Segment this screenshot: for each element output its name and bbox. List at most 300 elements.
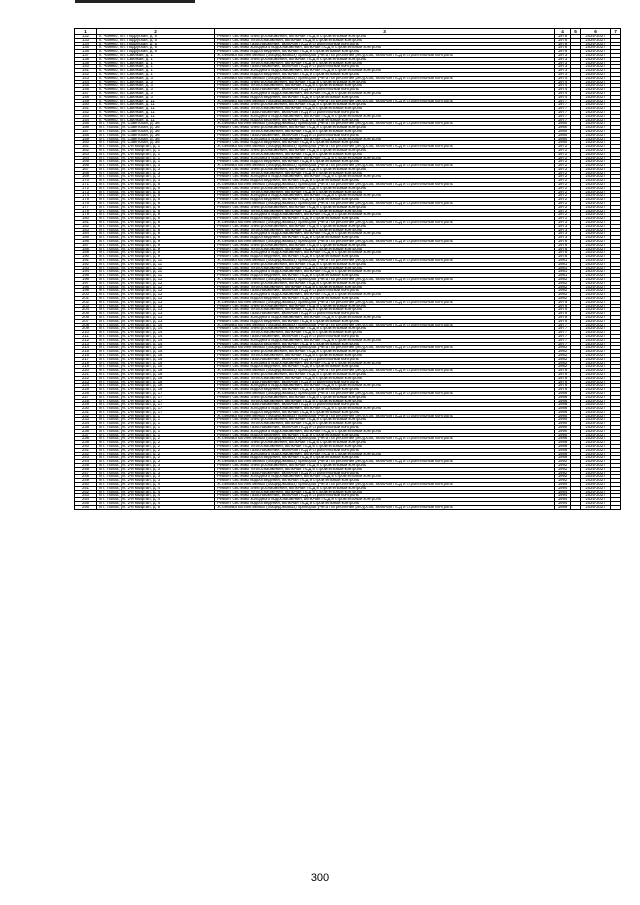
- period-cell: 2025-2027: [581, 171, 611, 175]
- address-cell: пгт. Полаз, ул. 2-й Квартал, д. 2: [97, 452, 215, 456]
- address-cell: п. Чаянко, пл. Свилкая, д. 1: [97, 53, 215, 57]
- address-cell: пгт. Полаз, ул. 2-й Квартал, д. 2: [97, 456, 215, 460]
- period-cell: 2025-2027: [581, 110, 611, 114]
- address-cell: пгт. Полаз, ул. 1-й Квартал, д. 1: [97, 160, 215, 164]
- year-cell: 1982: [555, 346, 571, 350]
- address-cell: пгт. Полаз, ул. 1-й Квартал, д. 17: [97, 391, 215, 395]
- work-type-cell: Ремонт системы электроснабжения, включая ПСД и строительный контроль: [215, 80, 555, 84]
- row-number: 202: [75, 300, 97, 304]
- address-cell: пгт. Полаз, ул. 2-й Квартал, д. 1: [97, 429, 215, 433]
- row-number: 192: [75, 262, 97, 266]
- work-type-cell: Установка коллективных (общедомовых) приборов учета потребления ресурсов, включая ПСД и строительный контроль: [215, 183, 555, 187]
- year-cell: 1978: [555, 46, 571, 50]
- row-number: 179: [75, 213, 97, 217]
- year-cell: 1977: [555, 342, 571, 346]
- address-cell: пгт. Полаз, ул. Советская, д. 36: [97, 129, 215, 133]
- year-cell: 1972: [555, 160, 571, 164]
- period-cell: 2025-2027: [581, 418, 611, 422]
- work-type-cell: Ремонт системы холодного водоснабжения, включая ПСД и строительный контроль: [215, 452, 555, 456]
- period-cell: 2025-2027: [581, 353, 611, 357]
- address-cell: пгт. Полаз, ул. 1-й Квартал, д. 5: [97, 183, 215, 187]
- year-cell: 1989: [555, 505, 571, 509]
- year-cell: 1972: [555, 217, 571, 221]
- row-number: 183: [75, 228, 97, 232]
- row-number: 208: [75, 323, 97, 327]
- address-cell: пгт. Полаз, ул. 1-й Квартал, д. 16: [97, 372, 215, 376]
- address-cell: пгт. Полаз, ул. 2-й Квартал, д. 3: [97, 460, 215, 464]
- row-number: 159: [75, 137, 97, 141]
- period-cell: 2026-2027: [581, 114, 611, 118]
- address-cell: пгт. Полаз, ул. 1-й Квартал, д. 11: [97, 270, 215, 274]
- row-number: 169: [75, 175, 97, 179]
- period-cell: 2026-2027: [581, 61, 611, 65]
- address-cell: пгт. Полаз, ул. 1-й Квартал, д. 17: [97, 403, 215, 407]
- address-cell: пгт. Полаз, ул. 1-й Квартал, д. 3: [97, 164, 215, 168]
- row-number: 191: [75, 259, 97, 263]
- address-cell: пгт. Полаз, ул. 1-й Квартал, д. 5: [97, 198, 215, 202]
- work-type-cell: Ремонт системы холодного водоснабжения, включая ПСД и строительный контроль: [215, 293, 555, 297]
- address-cell: п. Чаянко, пл. Подруская, д. 5: [97, 42, 215, 46]
- address-cell: п. Чаянко, пл. Подруская, д. 5: [97, 50, 215, 54]
- period-cell: 2025-2027: [581, 251, 611, 255]
- year-cell: 1986: [555, 391, 571, 395]
- address-cell: пгт. Полаз, ул. 1-й Квартал, д. 16: [97, 388, 215, 392]
- address-cell: п. Чаянко, пл. Подруская, д. 5: [97, 38, 215, 42]
- work-type-cell: Ремонт системы электроснабжения, включая ПСД и строительный контроль: [215, 224, 555, 228]
- row-number: 173: [75, 190, 97, 194]
- work-type-cell: Ремонт системы электроснабжения, включая ПСД и строительный контроль: [215, 126, 555, 130]
- work-type-cell: Ремонт системы газоснабжения, включая ПСД и строительный контроль: [215, 88, 555, 92]
- work-type-cell: Ремонт системы водоотведения, включая ПСД и строительный контроль: [215, 255, 555, 259]
- period-cell: 2025-2027: [581, 410, 611, 414]
- year-cell: 1982: [555, 281, 571, 285]
- row-number: 184: [75, 232, 97, 236]
- row-number: 144: [75, 80, 97, 84]
- work-type-cell: Ремонт системы электроснабжения, включая ПСД и строительный контроль: [215, 418, 555, 422]
- row-number: 181: [75, 221, 97, 225]
- work-type-cell: Ремонт системы водоотведения, включая ПСД и строительный контроль: [215, 179, 555, 183]
- address-cell: пгт. Полаз, ул. 2-й Квартал, д. 4: [97, 490, 215, 494]
- work-type-cell: Ремонт системы теплоснабжения, включая ПСД и строительный контроль: [215, 467, 555, 471]
- row-number: 200: [75, 293, 97, 297]
- address-cell: пгт. Полаз, ул. 2-й Квартал, д. 4: [97, 494, 215, 498]
- period-cell: 2026-2027: [581, 437, 611, 441]
- address-cell: пгт. Полаз, ул. 1-й Квартал, д. 14: [97, 327, 215, 331]
- work-type-cell: Ремонт системы холодного водоснабжения, включая ПСД и строительный контроль: [215, 251, 555, 255]
- year-cell: 1973: [555, 72, 571, 76]
- address-cell: пгт. Полаз, ул. 1-й Квартал, д. 1: [97, 145, 215, 149]
- work-type-cell: Ремонт системы газоснабжения, включая ПСД и строительный контроль: [215, 471, 555, 475]
- address-cell: пгт. Полаз, ул. 2-й Квартал, д. 4: [97, 502, 215, 506]
- address-cell: пгт. Полаз, ул. 2-й Квартал, д. 2: [97, 445, 215, 449]
- year-cell: 1973: [555, 224, 571, 228]
- year-cell: 1977: [555, 99, 571, 103]
- work-type-cell: Ремонт системы электроснабжения, включая ПСД и строительный контроль: [215, 304, 555, 308]
- year-cell: 1973: [555, 228, 571, 232]
- work-type-cell: Ремонт системы газоснабжения, включая ПСД и строительный контроль: [215, 312, 555, 316]
- work-type-cell: Ремонт системы водоотведения, включая ПСД и строительный контроль: [215, 274, 555, 278]
- row-number: 133: [75, 38, 97, 42]
- year-cell: 1982: [555, 293, 571, 297]
- row-number: 142: [75, 72, 97, 76]
- address-cell: пгт. Полаз, ул. 2-й Квартал, д. 3: [97, 471, 215, 475]
- row-number: 234: [75, 422, 97, 426]
- work-type-cell: Ремонт системы теплоснабжения, включая ПСД и строительный контроль: [215, 61, 555, 65]
- address-cell: пгт. Полаз, ул. 1-й Квартал, д. 12: [97, 285, 215, 289]
- row-number: 246: [75, 467, 97, 471]
- year-cell: 1972: [555, 213, 571, 217]
- address-cell: пгт. Полаз, ул. 2-й Квартал, д. 1: [97, 418, 215, 422]
- period-cell: 2025-2027: [581, 281, 611, 285]
- work-type-cell: Ремонт системы водоотведения, включая ПСД и строительный контроль: [215, 217, 555, 221]
- row-number: 141: [75, 69, 97, 73]
- work-type-cell: Ремонт системы газоснабжения, включая ПСД и строительный контроль: [215, 42, 555, 46]
- year-cell: 1982: [555, 289, 571, 293]
- period-cell: 2025-2027: [581, 270, 611, 274]
- row-number: 195: [75, 274, 97, 278]
- year-cell: 1974: [555, 84, 571, 88]
- work-type-cell: Ремонт системы холодного водоснабжения, включая ПСД и строительный контроль: [215, 361, 555, 365]
- row-number: 152: [75, 110, 97, 114]
- period-cell: 2025-2027: [581, 490, 611, 494]
- address-cell: пгт. Полаз, ул. Советская, д. 36: [97, 126, 215, 130]
- row-number: 174: [75, 194, 97, 198]
- work-type-cell: Ремонт системы электроснабжения, включая ПСД и строительный контроль: [215, 205, 555, 209]
- period-cell: 2026-2027: [581, 84, 611, 88]
- period-cell: 2026-2027: [581, 391, 611, 395]
- cell-col5: [571, 505, 581, 509]
- period-cell: 2026-2027: [581, 334, 611, 338]
- row-number: 175: [75, 198, 97, 202]
- year-cell: 1977: [555, 327, 571, 331]
- row-number: 172: [75, 186, 97, 190]
- work-type-cell: Ремонт системы холодного водоснабжения, включая ПСД и строительный контроль: [215, 114, 555, 118]
- address-cell: п. Чаянко, пл. Свилкая, д. 3: [97, 95, 215, 99]
- row-number: 214: [75, 346, 97, 350]
- work-type-cell: Ремонт системы газоснабжения, включая ПСД и строительный контроль: [215, 65, 555, 69]
- row-number: 148: [75, 95, 97, 99]
- header-cell: 4: [555, 29, 571, 35]
- year-cell: 1972: [555, 186, 571, 190]
- address-cell: пгт. Полаз, ул. 1-й Квартал, д. 15: [97, 361, 215, 365]
- period-cell: 2025-2027: [581, 126, 611, 130]
- address-cell: п. Чаянко, пл. Свилкая, д. 11: [97, 118, 215, 122]
- work-type-cell: Установка коллективных (общедомовых) приборов учета потребления ресурсов, включая ПСД и строительный контроль: [215, 437, 555, 441]
- address-cell: пгт. Полаз, ул. 1-й Квартал, д. 13: [97, 300, 215, 304]
- year-cell: 1977: [555, 118, 571, 122]
- work-type-cell: Ремонт системы холодного водоснабжения, включая ПСД и строительный контроль: [215, 384, 555, 388]
- year-cell: 1977: [555, 114, 571, 118]
- year-cell: 1972: [555, 179, 571, 183]
- year-cell: 1973: [555, 232, 571, 236]
- period-cell: 2025-2027: [581, 338, 611, 342]
- year-cell: 1992: [555, 467, 571, 471]
- year-cell: 1972: [555, 164, 571, 168]
- address-cell: пгт. Полаз, ул. 1-й Квартал, д. 9: [97, 243, 215, 247]
- year-cell: 1992: [555, 460, 571, 464]
- row-number: 178: [75, 209, 97, 213]
- period-cell: 2025-2027: [581, 88, 611, 92]
- period-cell: 2025-2027: [581, 502, 611, 506]
- year-cell: 1981: [555, 266, 571, 270]
- work-type-cell: Ремонт системы водоотведения, включая ПСД и строительный контроль: [215, 342, 555, 346]
- address-cell: п. Чаянко, пл. Свилкая, д. 3: [97, 88, 215, 92]
- year-cell: 1982: [555, 353, 571, 357]
- work-type-cell: Ремонт системы водоотведения, включая ПСД и строительный контроль: [215, 118, 555, 122]
- period-cell: 2026-2027: [581, 221, 611, 225]
- year-cell: 1990: [555, 418, 571, 422]
- address-cell: пгт. Полаз, ул. 1-й Квартал, д. 13: [97, 319, 215, 323]
- period-cell: 2025-2027: [581, 399, 611, 403]
- header-cell: 7: [611, 29, 621, 35]
- period-cell: 2025-2027: [581, 190, 611, 194]
- period-cell: 2025-2027: [581, 429, 611, 433]
- period-cell: 2026-2027: [581, 448, 611, 452]
- address-cell: пгт. Полаз, ул. 2-й Квартал, д. 1: [97, 433, 215, 437]
- year-cell: 1978: [555, 243, 571, 247]
- row-number: 235: [75, 426, 97, 430]
- address-cell: пгт. Полаз, ул. 1-й Квартал, д. 6: [97, 213, 215, 217]
- period-cell: 2025-2027: [581, 259, 611, 263]
- row-number: 154: [75, 118, 97, 122]
- address-cell: пгт. Полаз, ул. 1-й Квартал, д. 12: [97, 278, 215, 282]
- year-cell: 1972: [555, 183, 571, 187]
- period-cell: 2025-2027: [581, 498, 611, 502]
- period-cell: 2026-2027: [581, 460, 611, 464]
- address-cell: пгт. Полаз, ул. 2-й Квартал, д. 3: [97, 475, 215, 479]
- row-number: 134: [75, 42, 97, 46]
- row-number: 164: [75, 156, 97, 160]
- address-cell: пгт. Полаз, ул. 1-й Квартал, д. 3: [97, 175, 215, 179]
- row-number: 216: [75, 353, 97, 357]
- address-cell: пгт. Полаз, ул. 1-й Квартал, д. 8: [97, 228, 215, 232]
- period-cell: 2025-2027: [581, 107, 611, 111]
- address-cell: пгт. Полаз, ул. 1-й Квартал, д. 8: [97, 221, 215, 225]
- period-cell: 2026-2027: [581, 95, 611, 99]
- year-cell: 1973: [555, 221, 571, 225]
- period-cell: 2026-2027: [581, 312, 611, 316]
- address-cell: пгт. Полаз, ул. 2-й Квартал, д. 1: [97, 426, 215, 430]
- period-cell: 2026-2027: [581, 414, 611, 418]
- address-cell: пгт. Полаз, ул. 1-й Квартал, д. 12: [97, 281, 215, 285]
- address-cell: пгт. Полаз, ул. 2-й Квартал, д. 2: [97, 437, 215, 441]
- row-number: 163: [75, 152, 97, 156]
- address-cell: пгт. Полаз, ул. 1-й Квартал, д. 1: [97, 156, 215, 160]
- work-type-cell: Ремонт системы холодного водоснабжения, включая ПСД и строительный контроль: [215, 175, 555, 179]
- row-number: 204: [75, 308, 97, 312]
- work-type-cell: Установка коллективных (общедомовых) приборов учета потребления ресурсов, включая ПСД и строительный контроль: [215, 460, 555, 464]
- period-cell: 2025-2027: [581, 479, 611, 483]
- period-cell: 2025-2027: [581, 293, 611, 297]
- address-cell: пгт. Полаз, ул. 1-й Квартал, д. 15: [97, 346, 215, 350]
- address-cell: пгт. Полаз, ул. 1-й Квартал, д. 11: [97, 259, 215, 263]
- row-number: 256: [75, 505, 97, 509]
- address-cell: пгт. Полаз, ул. 1-й Квартал, д. 14: [97, 338, 215, 342]
- period-cell: 2026-2027: [581, 505, 611, 509]
- address-cell: пгт. Полаз, ул. 1-й Квартал, д. 16: [97, 380, 215, 384]
- year-cell: 1992: [555, 464, 571, 468]
- year-cell: 1994: [555, 486, 571, 490]
- address-cell: пгт. Полаз, ул. 1-й Квартал, д. 5: [97, 194, 215, 198]
- row-number: 201: [75, 296, 97, 300]
- period-cell: 2026-2027: [581, 426, 611, 430]
- address-cell: п. Чаянко, пл. Свилкая, д. 1: [97, 72, 215, 76]
- year-cell: 1974: [555, 76, 571, 80]
- work-type-cell: Ремонт системы холодного водоснабжения, включая ПСД и строительный контроль: [215, 137, 555, 141]
- period-cell: 2025-2027: [581, 315, 611, 319]
- row-number: 247: [75, 471, 97, 475]
- year-cell: 1978: [555, 50, 571, 54]
- work-type-cell: Ремонт системы теплоснабжения, включая ПСД и строительный контроль: [215, 399, 555, 403]
- work-type-cell: Ремонт системы холодного водоснабжения, включая ПСД и строительный контроль: [215, 270, 555, 274]
- work-type-cell: Ремонт системы водоотведения, включая ПСД и строительный контроль: [215, 502, 555, 506]
- address-cell: пгт. Полаз, ул. 1-й Квартал, д. 5: [97, 186, 215, 190]
- year-cell: 1986: [555, 403, 571, 407]
- year-cell: 1981: [555, 262, 571, 266]
- address-cell: пгт. Полаз, ул. 2-й Квартал, д. 4: [97, 498, 215, 502]
- work-type-cell: Ремонт системы водоотведения, включая ПСД и строительный контроль: [215, 296, 555, 300]
- year-cell: 1973: [555, 61, 571, 65]
- period-cell: 2026-2027: [581, 122, 611, 126]
- work-type-cell: Ремонт системы холодного водоснабжения, включая ПСД и строительный контроль: [215, 475, 555, 479]
- period-cell: 2025-2027: [581, 388, 611, 392]
- work-type-cell: Ремонт системы электроснабжения, включая ПСД и строительный контроль: [215, 243, 555, 247]
- work-type-cell: Ремонт системы водоотведения, включая ПСД и строительный контроль: [215, 198, 555, 202]
- row-number: 149: [75, 99, 97, 103]
- work-type-cell: Ремонт системы холодного водоснабжения, включая ПСД и строительный контроль: [215, 156, 555, 160]
- work-type-cell: Ремонт системы холодного водоснабжения, включая ПСД и строительный контроль: [215, 429, 555, 433]
- row-number: 138: [75, 57, 97, 61]
- year-cell: 1972: [555, 171, 571, 175]
- address-cell: пгт. Полаз, ул. 2-й Квартал, д. 1: [97, 422, 215, 426]
- year-cell: 1982: [555, 296, 571, 300]
- period-cell: 2025-2027: [581, 202, 611, 206]
- header-cell: 2: [97, 29, 215, 35]
- row-number: 155: [75, 122, 97, 126]
- year-cell: 1986: [555, 441, 571, 445]
- period-cell: 2025-2027: [581, 327, 611, 331]
- year-cell: 1973: [555, 65, 571, 69]
- period-cell: 2026-2027: [581, 186, 611, 190]
- period-cell: 2025-2027: [581, 285, 611, 289]
- row-number: 158: [75, 133, 97, 137]
- year-cell: 1973: [555, 57, 571, 61]
- period-cell: 2025-2027: [581, 467, 611, 471]
- table-body: [75, 35, 621, 510]
- period-cell: 2025-2027: [581, 240, 611, 244]
- year-cell: 1981: [555, 274, 571, 278]
- address-cell: пгт. Полаз, ул. 1-й Квартал, д. 14: [97, 342, 215, 346]
- row-number: 165: [75, 160, 97, 164]
- address-cell: пгт. Полаз, ул. 1-й Квартал, д. 3: [97, 179, 215, 183]
- period-cell: 2025-2027: [581, 407, 611, 411]
- year-cell: 1975: [555, 308, 571, 312]
- work-type-cell: Ремонт системы теплоснабжения, включая ПСД и строительный контроль: [215, 190, 555, 194]
- work-type-cell: Ремонт системы теплоснабжения, включая ПСД и строительный контроль: [215, 445, 555, 449]
- period-cell: 2025-2027: [581, 464, 611, 468]
- address-cell: пгт. Полаз, ул. 1-й Квартал, д. 17: [97, 407, 215, 411]
- year-cell: 1994: [555, 483, 571, 487]
- period-cell: 2026-2027: [581, 255, 611, 259]
- period-cell: 2025-2027: [581, 350, 611, 354]
- row-number: 232: [75, 414, 97, 418]
- work-type-cell: Ремонт системы газоснабжения, включая ПСД и строительный контроль: [215, 426, 555, 430]
- page-number: 300: [310, 872, 330, 884]
- address-cell: пгт. Полаз, ул. 2-й Квартал, д. 3: [97, 467, 215, 471]
- row-number: 193: [75, 266, 97, 270]
- row-number: 139: [75, 61, 97, 65]
- period-cell: 2025-2027: [581, 156, 611, 160]
- work-type-cell: Ремонт системы теплоснабжения, включая ПСД и строительный контроль: [215, 171, 555, 175]
- work-type-cell: Установка коллективных (общедомовых) приборов учета потребления ресурсов, включая ПСД и строительный контроль: [215, 323, 555, 327]
- row-number: 170: [75, 179, 97, 183]
- row-number: 228: [75, 399, 97, 403]
- year-cell: 1974: [555, 91, 571, 95]
- work-type-cell: Установка коллективных (общедомовых) приборов учета потребления ресурсов, включая ПСД и строительный контроль: [215, 76, 555, 80]
- period-cell: 2026-2027: [581, 471, 611, 475]
- year-cell: 1982: [555, 278, 571, 282]
- work-type-cell: Ремонт системы холодного водоснабжения, включая ПСД и строительный контроль: [215, 91, 555, 95]
- year-cell: 1992: [555, 479, 571, 483]
- period-cell: 2025-2027: [581, 319, 611, 323]
- header-cell: 6: [581, 29, 611, 35]
- work-type-cell: Ремонт системы электроснабжения, включая ПСД и строительный контроль: [215, 441, 555, 445]
- address-cell: пгт. Полаз, ул. 1-й Квартал, д. 11: [97, 266, 215, 270]
- row-number: 245: [75, 464, 97, 468]
- work-type-cell: Установка коллективных (общедомовых) приборов учета потребления ресурсов, включая ПСД и строительный контроль: [215, 259, 555, 263]
- work-type-cell: Установка коллективных (общедомовых) приборов учета потребления ресурсов, включая ПСД и строительный контроль: [215, 391, 555, 395]
- work-type-cell: Установка коллективных (общедомовых) приборов учета потребления ресурсов, включая ПСД и строительный контроль: [215, 240, 555, 244]
- period-cell: 2025-2027: [581, 53, 611, 57]
- row-number: 194: [75, 270, 97, 274]
- work-type-cell: Ремонт системы газоснабжения, включая ПСД и строительный контроль: [215, 289, 555, 293]
- row-number: 196: [75, 278, 97, 282]
- year-cell: 1975: [555, 300, 571, 304]
- row-number: 249: [75, 479, 97, 483]
- period-cell: 2025-2027: [581, 433, 611, 437]
- work-type-cell: Ремонт системы водоотведения, включая ПСД и строительный контроль: [215, 319, 555, 323]
- address-cell: пгт. Полаз, ул. 1-й Квартал, д. 16: [97, 376, 215, 380]
- work-type-cell: Установка коллективных (общедомовых) приборов учета потребления ресурсов, включая ПСД и строительный контроль: [215, 164, 555, 168]
- year-cell: 1973: [555, 69, 571, 73]
- year-cell: 1992: [555, 471, 571, 475]
- period-cell: 2025-2027: [581, 57, 611, 61]
- address-cell: п. Чаянко, пл. Свилкая, д. 3: [97, 76, 215, 80]
- year-cell: 1975: [555, 304, 571, 308]
- work-type-cell: Ремонт системы электроснабжения, включая ПСД и строительный контроль: [215, 395, 555, 399]
- work-type-cell: Установка коллективных (общедомовых) приборов учета потребления ресурсов, включая ПСД и строительный контроль: [215, 145, 555, 149]
- year-cell: 1978: [555, 247, 571, 251]
- period-cell: 2025-2027: [581, 99, 611, 103]
- period-cell: 2025-2027: [581, 342, 611, 346]
- work-type-cell: Ремонт системы теплоснабжения, включая ПСД и строительный контроль: [215, 353, 555, 357]
- year-cell: 1980: [555, 126, 571, 130]
- work-type-cell: Ремонт системы теплоснабжения, включая ПСД и строительный контроль: [215, 129, 555, 133]
- address-cell: пгт. Полаз, ул. 1-й Квартал, д. 3: [97, 171, 215, 175]
- work-type-cell: Ремонт системы электроснабжения, включая ПСД и строительный контроль: [215, 350, 555, 354]
- work-type-cell: Установка коллективных (общедомовых) приборов учета потребления ресурсов, включая ПСД и строительный контроль: [215, 414, 555, 418]
- row-number: 151: [75, 107, 97, 111]
- row-number: 251: [75, 486, 97, 490]
- period-cell: 2025-2027: [581, 422, 611, 426]
- year-cell: 1978: [555, 369, 571, 373]
- row-number: 213: [75, 342, 97, 346]
- row-number: 182: [75, 224, 97, 228]
- address-cell: пгт. Полаз, ул. 1-й Квартал, д. 15: [97, 350, 215, 354]
- work-type-cell: Установка коллективных (общедомовых) приборов учета потребления ресурсов, включая ПСД и строительный контроль: [215, 505, 555, 509]
- period-cell: 2025-2027: [581, 217, 611, 221]
- period-cell: 2026-2027: [581, 300, 611, 304]
